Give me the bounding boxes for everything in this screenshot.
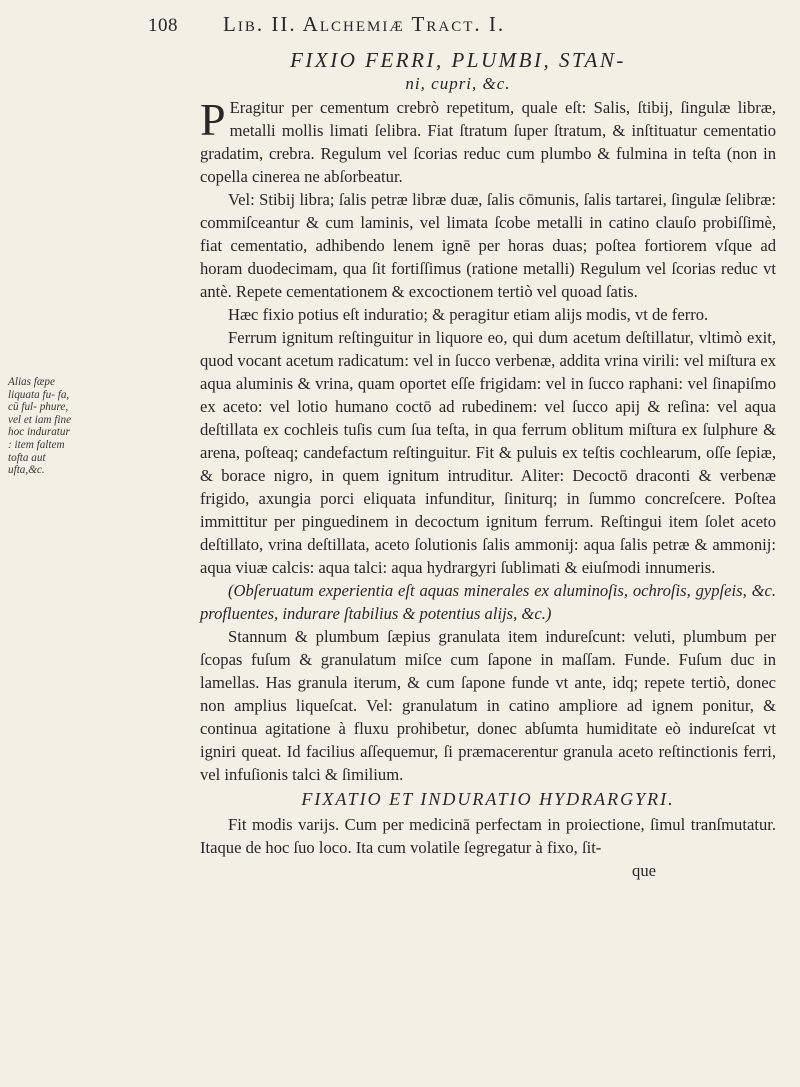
section-title: FIXATIO ET INDURATIO HYDRARGYRI. bbox=[301, 789, 675, 809]
chapter-title-line1: FIXIO FERRI, PLUMBI, STAN- bbox=[290, 48, 626, 72]
closing-paragraph: Fit modis varijs. Cum per medicinā perfectam in proiectione, ſimul tranſmutatur. Itaque de hoc ſuo loco. Ita cum volatile ſegregatur à fixo, ſit- bbox=[200, 815, 776, 857]
page-header bbox=[148, 12, 748, 46]
catchword: que bbox=[632, 861, 656, 880]
body-text bbox=[200, 96, 776, 882]
paragraph-4: Ferrum ignitum reſtinguitur in liquore eo, qui dum acetum deſtillatur, vltimò exit, quod vocant acetum radicatum: vel in ſucco verbenæ, addita vrina virili: vel miſtura ex aqua aluminis & vrina, quam oportet eſſe frigidam: vel in ſucco raphani: vel ſinapiſmo ex aceto: vel lotio humano coctō ad rubedinem: vel ſucco apij & reſina: vel aqua deſtillata ex cochleis tuſis cum ſua teſta, in qua ferrum oblitum miſtura ex ſulphure & arena, poſteaq; candefactum reſtinguitur. Fit & puluis ex teſtis cochlearum, oſſe ſepiæ, & borace nigro, in quem ignitum intruditur. Aliter: Decoctō draconti & verbenæ frigido, axungia porci eliquata infunditur, ſiniturq; in ſummo concreſcere. Poſtea immittitur per pinguedinem in decoctum ignitum ferrum. Reſtingui item ſolet aceto deſtillato, vrina deſtillata, aceto ſolutionis ſalis ammonij: aqua ſalis petræ & ammonij: aqua viuæ calcis: aqua talci: aqua hydrargyri ſublimati & eiuſmodi innumeris. bbox=[200, 328, 776, 577]
running-head: Lib. II. Alchemiæ Tract. I. bbox=[223, 12, 506, 36]
paragraph-2: Vel: Stibij libra; ſalis petræ libræ duæ, ſalis cōmunis, ſalis tartarei, ſingulæ ſelibræ: commiſceantur & cum laminis, vel limata ſcobe metalli in catino clauſo probiſſimè, fiat cementatio, adhibendo lenem ignē per horas duas; poſtea fortiorem vſque ad horam duodecimam, qua ſit fortiſſimus (ratione metalli) Regulum vel ſcorias reduc vt antè. Repete cementationem & excoctionem tertiò vel quoad ſatis. bbox=[200, 190, 776, 301]
paragraph-1: PEragitur per cementum crebrò repetitum, quale eſt: Salis, ſtibij, ſingulæ libræ, metalli mollis limati ſelibra. Fiat ſtratum ſuper ſtratum, & inſtituatur cementatio gradatim, crebra. Regulum vel ſcorias reduc cum plumbo & fulmina in teſta (non in copella cinerea ne abſorbeatur. bbox=[200, 94, 776, 186]
paragraph-5: (Obſeruatum experientia eſt aquas minerales ex aluminoſis, ochroſis, gypſeis, &c. profluentes, indurare ſtabilius & potentius alijs, &c.) bbox=[200, 581, 776, 623]
chapter-title-line2: ni, cupri, &c. bbox=[405, 74, 511, 93]
margin-note: Alias fæpe liquata fu- fa, cū ful- phure, vel et iam fine hoc induratur : item faltem tofta aut ufta,&c. bbox=[8, 376, 72, 477]
chapter-title bbox=[148, 48, 768, 96]
page-number: 108 bbox=[148, 15, 178, 36]
paragraph-3: Hæc fixio potius eſt induratio; & peragitur etiam alijs modis, vt de ferro. bbox=[228, 305, 709, 324]
paragraph-6: Stannum & plumbum ſæpius granulata item indureſcunt: veluti, plumbum per ſcopas fuſum & granulatum miſce cum ſapone in maſſam. Funde. Fuſum duc in lamellas. Has granula iterum, & cum ſapone funde vt ante, idq; repete tertiò, donec non amplius liqueſcat. Vel: granulatum in catino ampliore ad ignem ponitur, & continua agitatione à fluxu prohibetur, donec abſumta humiditate eò indureſcat vt igniri queat. Id facilius aſſequemur, ſi præmacerentur granula aceto reſtinctionis ferri, vel infuſionis talci & ſimilium. bbox=[200, 627, 776, 784]
